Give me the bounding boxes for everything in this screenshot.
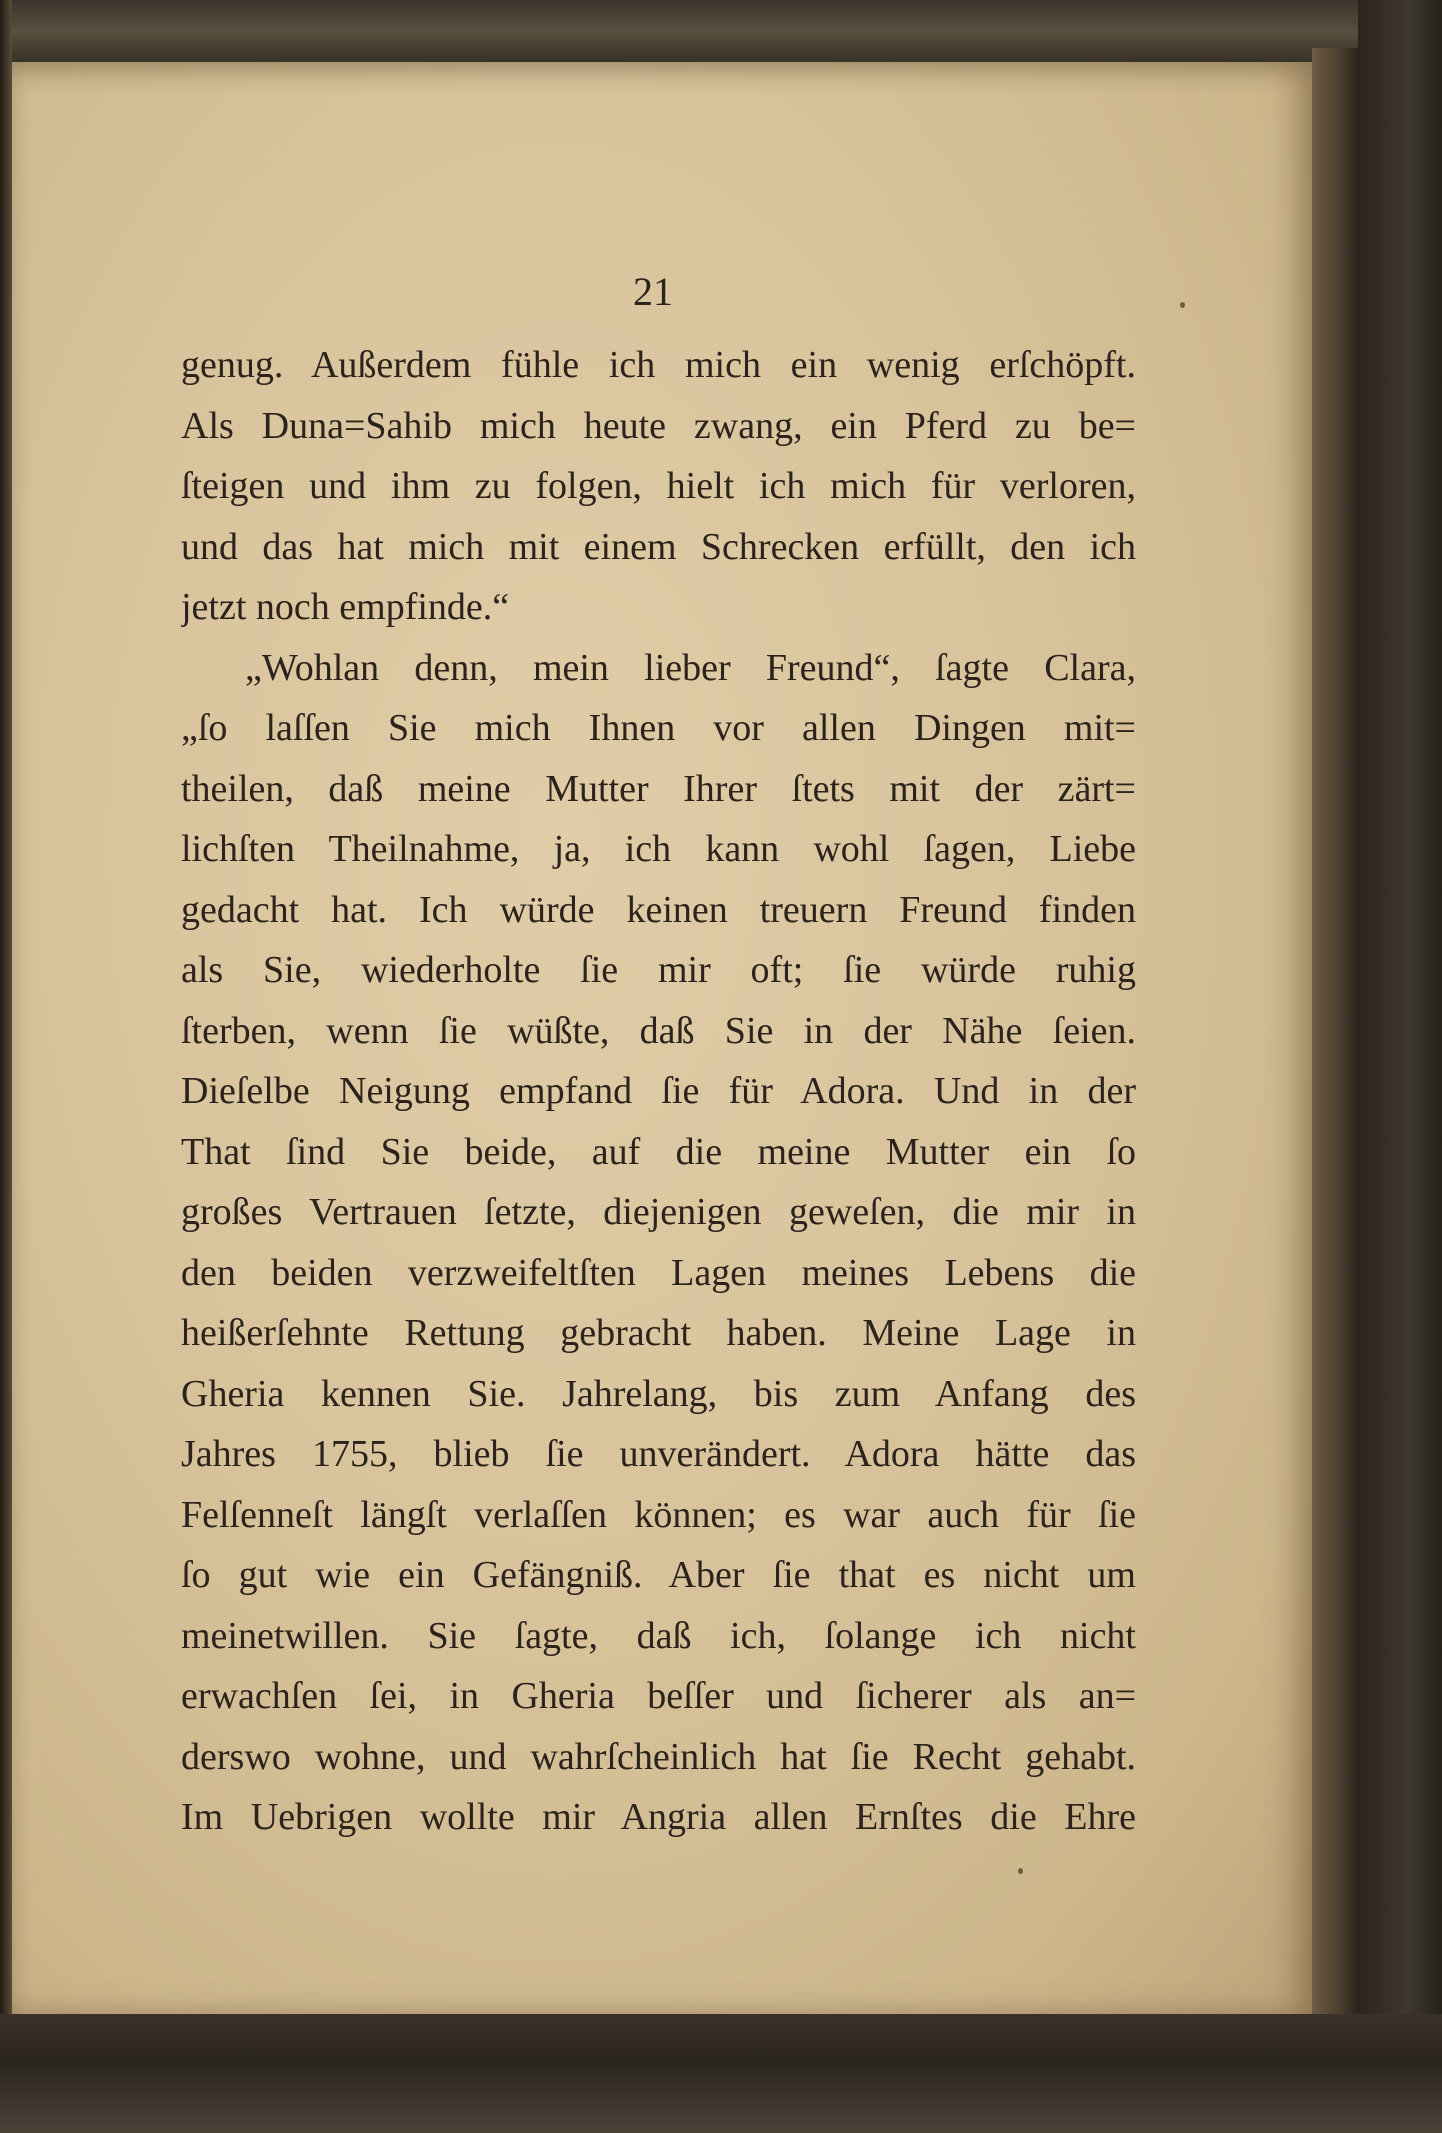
text-line: genug. Außerdem fühle ich mich ein wenig erſchöpft. — [181, 344, 1136, 386]
text-line: Felſenneſt längſt verlaſſen können; es war auch für ſie — [181, 1493, 1136, 1536]
text-line: gedacht hat. Ich würde keinen treuern Freund finden — [181, 888, 1136, 931]
text-line: Als Duna=Sahib mich heute zwang, ein Pferd zu be= — [181, 404, 1136, 447]
text-line: ſo gut wie ein Gefängniß. Aber ſie that es nicht um — [181, 1554, 1136, 1596]
text-line: ſterben, wenn ſie wüßte, daß Sie in der Nähe ſeien. — [181, 1009, 1136, 1052]
text-line: theilen, daß meine Mutter Ihrer ſtets mit der zärt= — [181, 767, 1136, 810]
text-line: den beiden verzweifeltſten Lagen meines Lebens die — [181, 1251, 1136, 1294]
text-line: „Wohlan denn, mein lieber Freund“, ſagte Clara, — [245, 646, 1136, 689]
text-line: Im Uebrigen wollte mir Angria allen Ernſtes die Ehre — [181, 1796, 1136, 1838]
text-line: Jahres 1755, blieb ſie unverändert. Adora hätte das — [181, 1433, 1136, 1475]
paragraph — [181, 335, 1136, 638]
scan-right-edge — [1358, 0, 1442, 2133]
scan-left-edge — [0, 0, 12, 2133]
text-line: jetzt noch empfinde.“ — [181, 586, 510, 628]
page-number: 21 — [633, 269, 673, 314]
text-line: erwachſen ſei, in Gheria beſſer und ſicherer als an= — [181, 1675, 1136, 1717]
paper-speck — [1018, 1868, 1023, 1874]
paragraph — [181, 638, 1136, 1848]
text-line: als Sie, wiederholte ſie mir oft; ſie würde ruhig — [181, 949, 1136, 991]
text-line: „ſo laſſen Sie mich Ihnen vor allen Dingen mit= — [181, 707, 1136, 749]
text-line: meinetwillen. Sie ſagte, daß ich, ſolange ich nicht — [181, 1614, 1136, 1657]
scan-bottom-edge — [0, 2014, 1442, 2133]
paper-speck — [1180, 302, 1185, 308]
text-line: großes Vertrauen ſetzte, diejenigen geweſen, die mir in — [181, 1191, 1136, 1233]
text-line: lichſten Theilnahme, ja, ich kann wohl ſagen, Liebe — [181, 828, 1136, 870]
text-line: Gheria kennen Sie. Jahrelang, bis zum Anfang des — [181, 1372, 1136, 1415]
text-line: That ſind Sie beide, auf die meine Mutter ein ſo — [181, 1130, 1136, 1173]
text-line: heißerſehnte Rettung gebracht haben. Meine Lage in — [181, 1312, 1136, 1354]
text-line: derswo wohne, und wahrſcheinlich hat ſie Recht gehabt. — [181, 1735, 1136, 1778]
body-text — [181, 335, 1136, 1848]
text-line: und das hat mich mit einem Schrecken erfüllt, den ich — [181, 525, 1136, 568]
text-line: ſteigen und ihm zu folgen, hielt ich mich für verloren, — [181, 465, 1136, 507]
book-binding-edge — [1312, 48, 1358, 2033]
scan-top-edge — [0, 0, 1442, 70]
text-line: Dieſelbe Neigung empfand ſie für Adora. Und in der — [181, 1070, 1136, 1112]
